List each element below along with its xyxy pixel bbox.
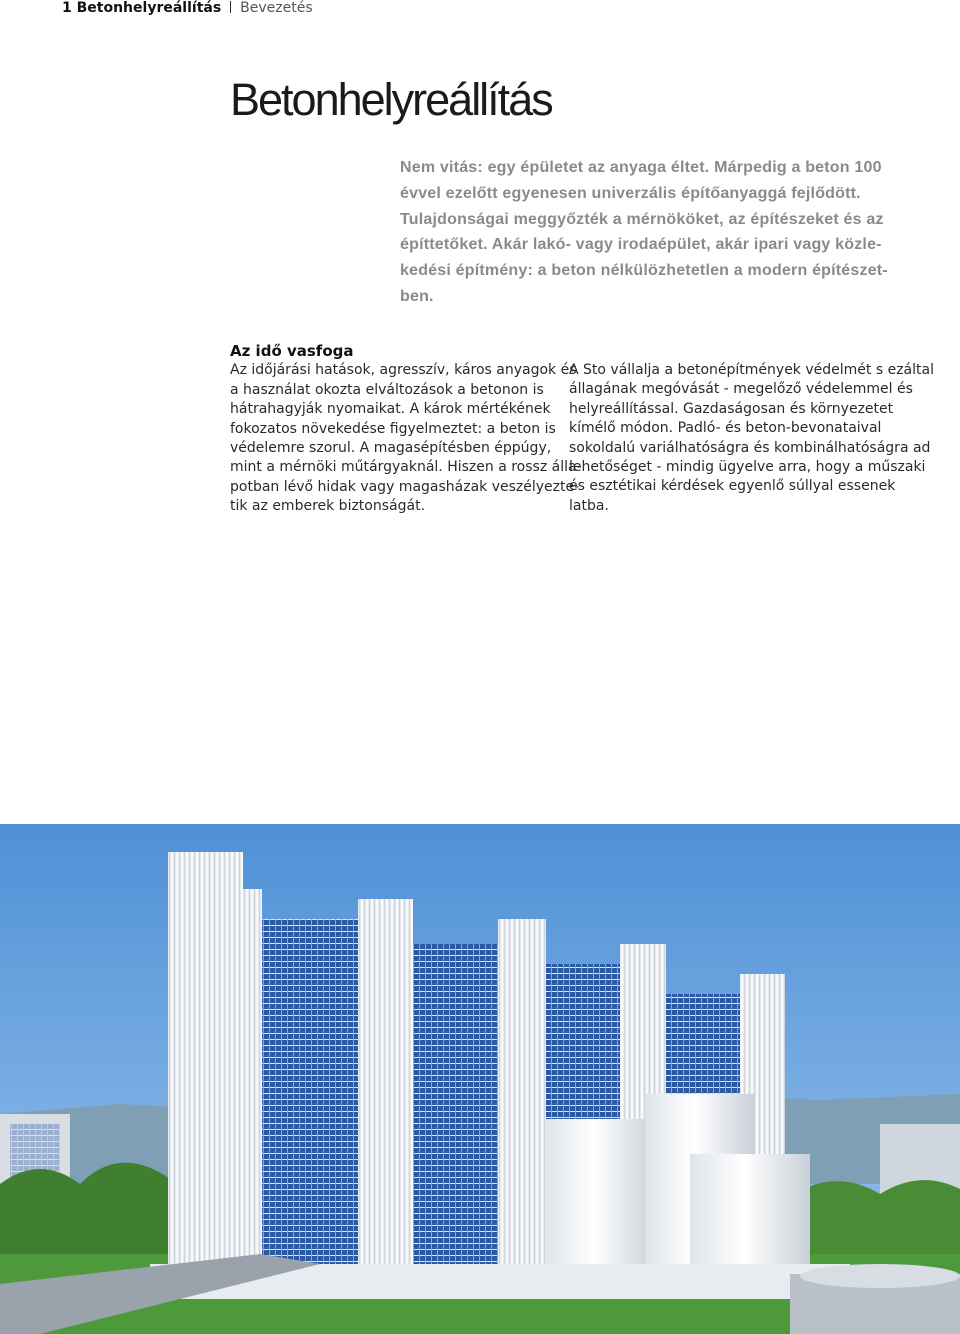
- lead-line: ben.: [400, 287, 434, 305]
- running-header: [62, 0, 313, 16]
- tower: [498, 919, 546, 1269]
- body-line: lehetőséget - mindig ügyelve arra, hogy a műszaki: [569, 459, 926, 476]
- tower: [358, 899, 413, 1289]
- tower: [168, 852, 243, 1292]
- glass-facade: [410, 944, 505, 1264]
- body-line: mint a mérnöki műtárgyaknál. Hiszen a rossz álla-: [230, 459, 582, 476]
- body-line: A Sto vállalja a betonépítmények védelmét s ezáltal: [569, 362, 934, 378]
- body-line: potban lévő hidak vagy magasházak veszélyezte-: [230, 478, 580, 495]
- tower: [232, 889, 262, 1289]
- section-label: Bevezetés: [240, 0, 313, 16]
- glass-facade: [255, 919, 365, 1279]
- right-column: [569, 361, 934, 516]
- body-line: hátrahagyják nyomaikat. A károk mértékének: [230, 401, 551, 418]
- body-line: Az időjárási hatások, agresszív, káros anyagok és: [230, 362, 577, 379]
- foreground-dome: [800, 1264, 960, 1288]
- building-photo: [0, 824, 960, 1334]
- page-title: Betonhelyreállítás: [230, 74, 552, 125]
- body-line: kímélő módon. Padló- és beton-bevonataival: [569, 420, 882, 437]
- body-line: helyreállítással. Gazdaságosan és környezetet: [569, 400, 894, 417]
- lead-line: építtetőket. Akár lakó- vagy irodaépület, akár ipari vagy közle-: [400, 236, 882, 254]
- lead-line: Tulajdonságai meggyőzték a mérnököket, az építészeket és az: [400, 210, 884, 228]
- body-line: fokozatos növekedése figyelmeztet: a beton is: [230, 420, 556, 437]
- body-line: tik az emberek biztonságát.: [230, 498, 426, 515]
- lead-line: évvel ezelőtt egyenesen univerzális építőanyaggá fejlődött.: [400, 184, 861, 202]
- body-line: és esztétikai kérdések egyenlő súllyal essenek: [569, 478, 896, 495]
- body-line: latba.: [569, 497, 609, 514]
- lead-line: kedési építmény: a beton nélkülözhetetlen a modern építészet-: [400, 262, 888, 280]
- section-heading: Az idő vasfoga: [230, 342, 354, 360]
- chapter-label: 1 Betonhelyreállítás: [62, 0, 222, 16]
- left-column: [230, 342, 582, 517]
- body-line: állagának megóvását - megelőző védelemmel és: [569, 381, 913, 398]
- body-line: védelemre szorul. A magasépítésben éppúgy,: [230, 440, 552, 457]
- lead-line: Nem vitás: egy épületet az anyaga éltet. Márpedig a beton 100: [400, 159, 882, 176]
- body-line: sokoldalú variálhatóságra és kombinálhatóságra ad: [569, 439, 931, 456]
- lead-paragraph: [400, 155, 888, 310]
- body-line: a használat okozta elváltozások a betonon is: [230, 381, 544, 398]
- header-divider: [230, 1, 231, 13]
